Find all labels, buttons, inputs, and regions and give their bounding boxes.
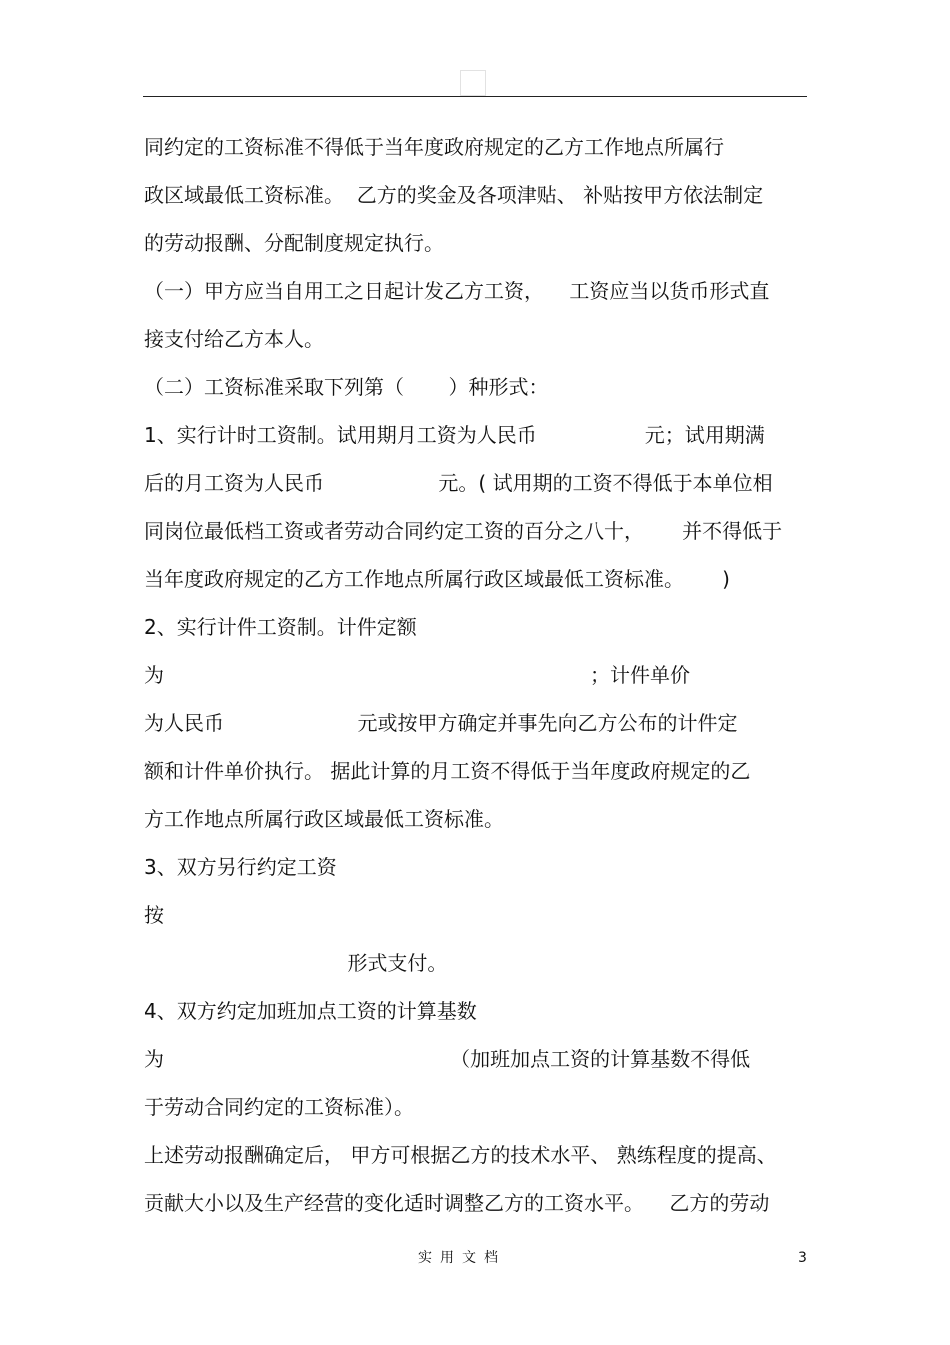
page-number: 3 xyxy=(798,1250,807,1266)
body-line-6: （二）工资标准采取下列第（ ）种形式： xyxy=(144,375,549,399)
body-line-5: 接支付给乙方本人。 xyxy=(144,327,324,351)
footer-label: 实用文档 xyxy=(418,1250,506,1266)
body-line-9: 同岗位最低档工资或者劳动合同约定工资的百分之八十， 并不得低于 xyxy=(144,519,783,543)
body-line-11: 2、实行计件工资制。计件定额 xyxy=(144,615,417,639)
body-line-22: 上述劳动报酬确定后， 甲方可根据乙方的技术水平、 熟练程度的提高、 xyxy=(144,1143,777,1167)
body-line-4: （一）甲方应当自用工之日起计发乙方工资， 工资应当以货币形式直 xyxy=(144,279,770,303)
body-line-8: 后的月工资为人民币 元。( 试用期的工资不得低于本单位相 xyxy=(144,471,773,495)
body-line-14: 额和计件单价执行。 据此计算的月工资不得低于当年度政府规定的乙 xyxy=(144,759,751,783)
body-line-13: 为人民币 元或按甲方确定并事先向乙方公布的计件定 xyxy=(144,711,738,735)
body-line-12: 为 ；计件单价 xyxy=(144,663,690,687)
body-line-7: 1、实行计时工资制。试用期月工资为人民币 元；试用期满 xyxy=(144,423,765,447)
body-line-20: 为 （加班加点工资的计算基数不得低 xyxy=(144,1047,751,1071)
body-line-16: 3、双方另行约定工资 xyxy=(144,855,337,879)
body-line-3: 的劳动报酬、分配制度规定执行。 xyxy=(144,231,444,255)
body-line-21: 于劳动合同约定的工资标准）。 xyxy=(144,1095,414,1119)
body-line-1: 同约定的工资标准不得低于当年度政府规定的乙方工作地点所属行 xyxy=(144,135,724,159)
body-line-23: 贡献大小以及生产经营的变化适时调整乙方的工资水平。 乙方的劳动 xyxy=(144,1191,770,1215)
body-line-17: 按 xyxy=(144,903,164,927)
body-line-15: 方工作地点所属行政区域最低工资标准。 xyxy=(144,807,504,831)
body-line-19: 4、双方约定加班加点工资的计算基数 xyxy=(144,999,477,1023)
header-placeholder-box xyxy=(460,70,486,96)
body-line-18: 形式支付。 xyxy=(144,951,448,975)
body-line-2: 政区域最低工资标准。 乙方的奖金及各项津贴、 补贴按甲方依法制定 xyxy=(144,183,764,207)
header-rule xyxy=(143,96,807,97)
body-line-10: 当年度政府规定的乙方工作地点所属行政区域最低工资标准。 ) xyxy=(144,567,730,591)
